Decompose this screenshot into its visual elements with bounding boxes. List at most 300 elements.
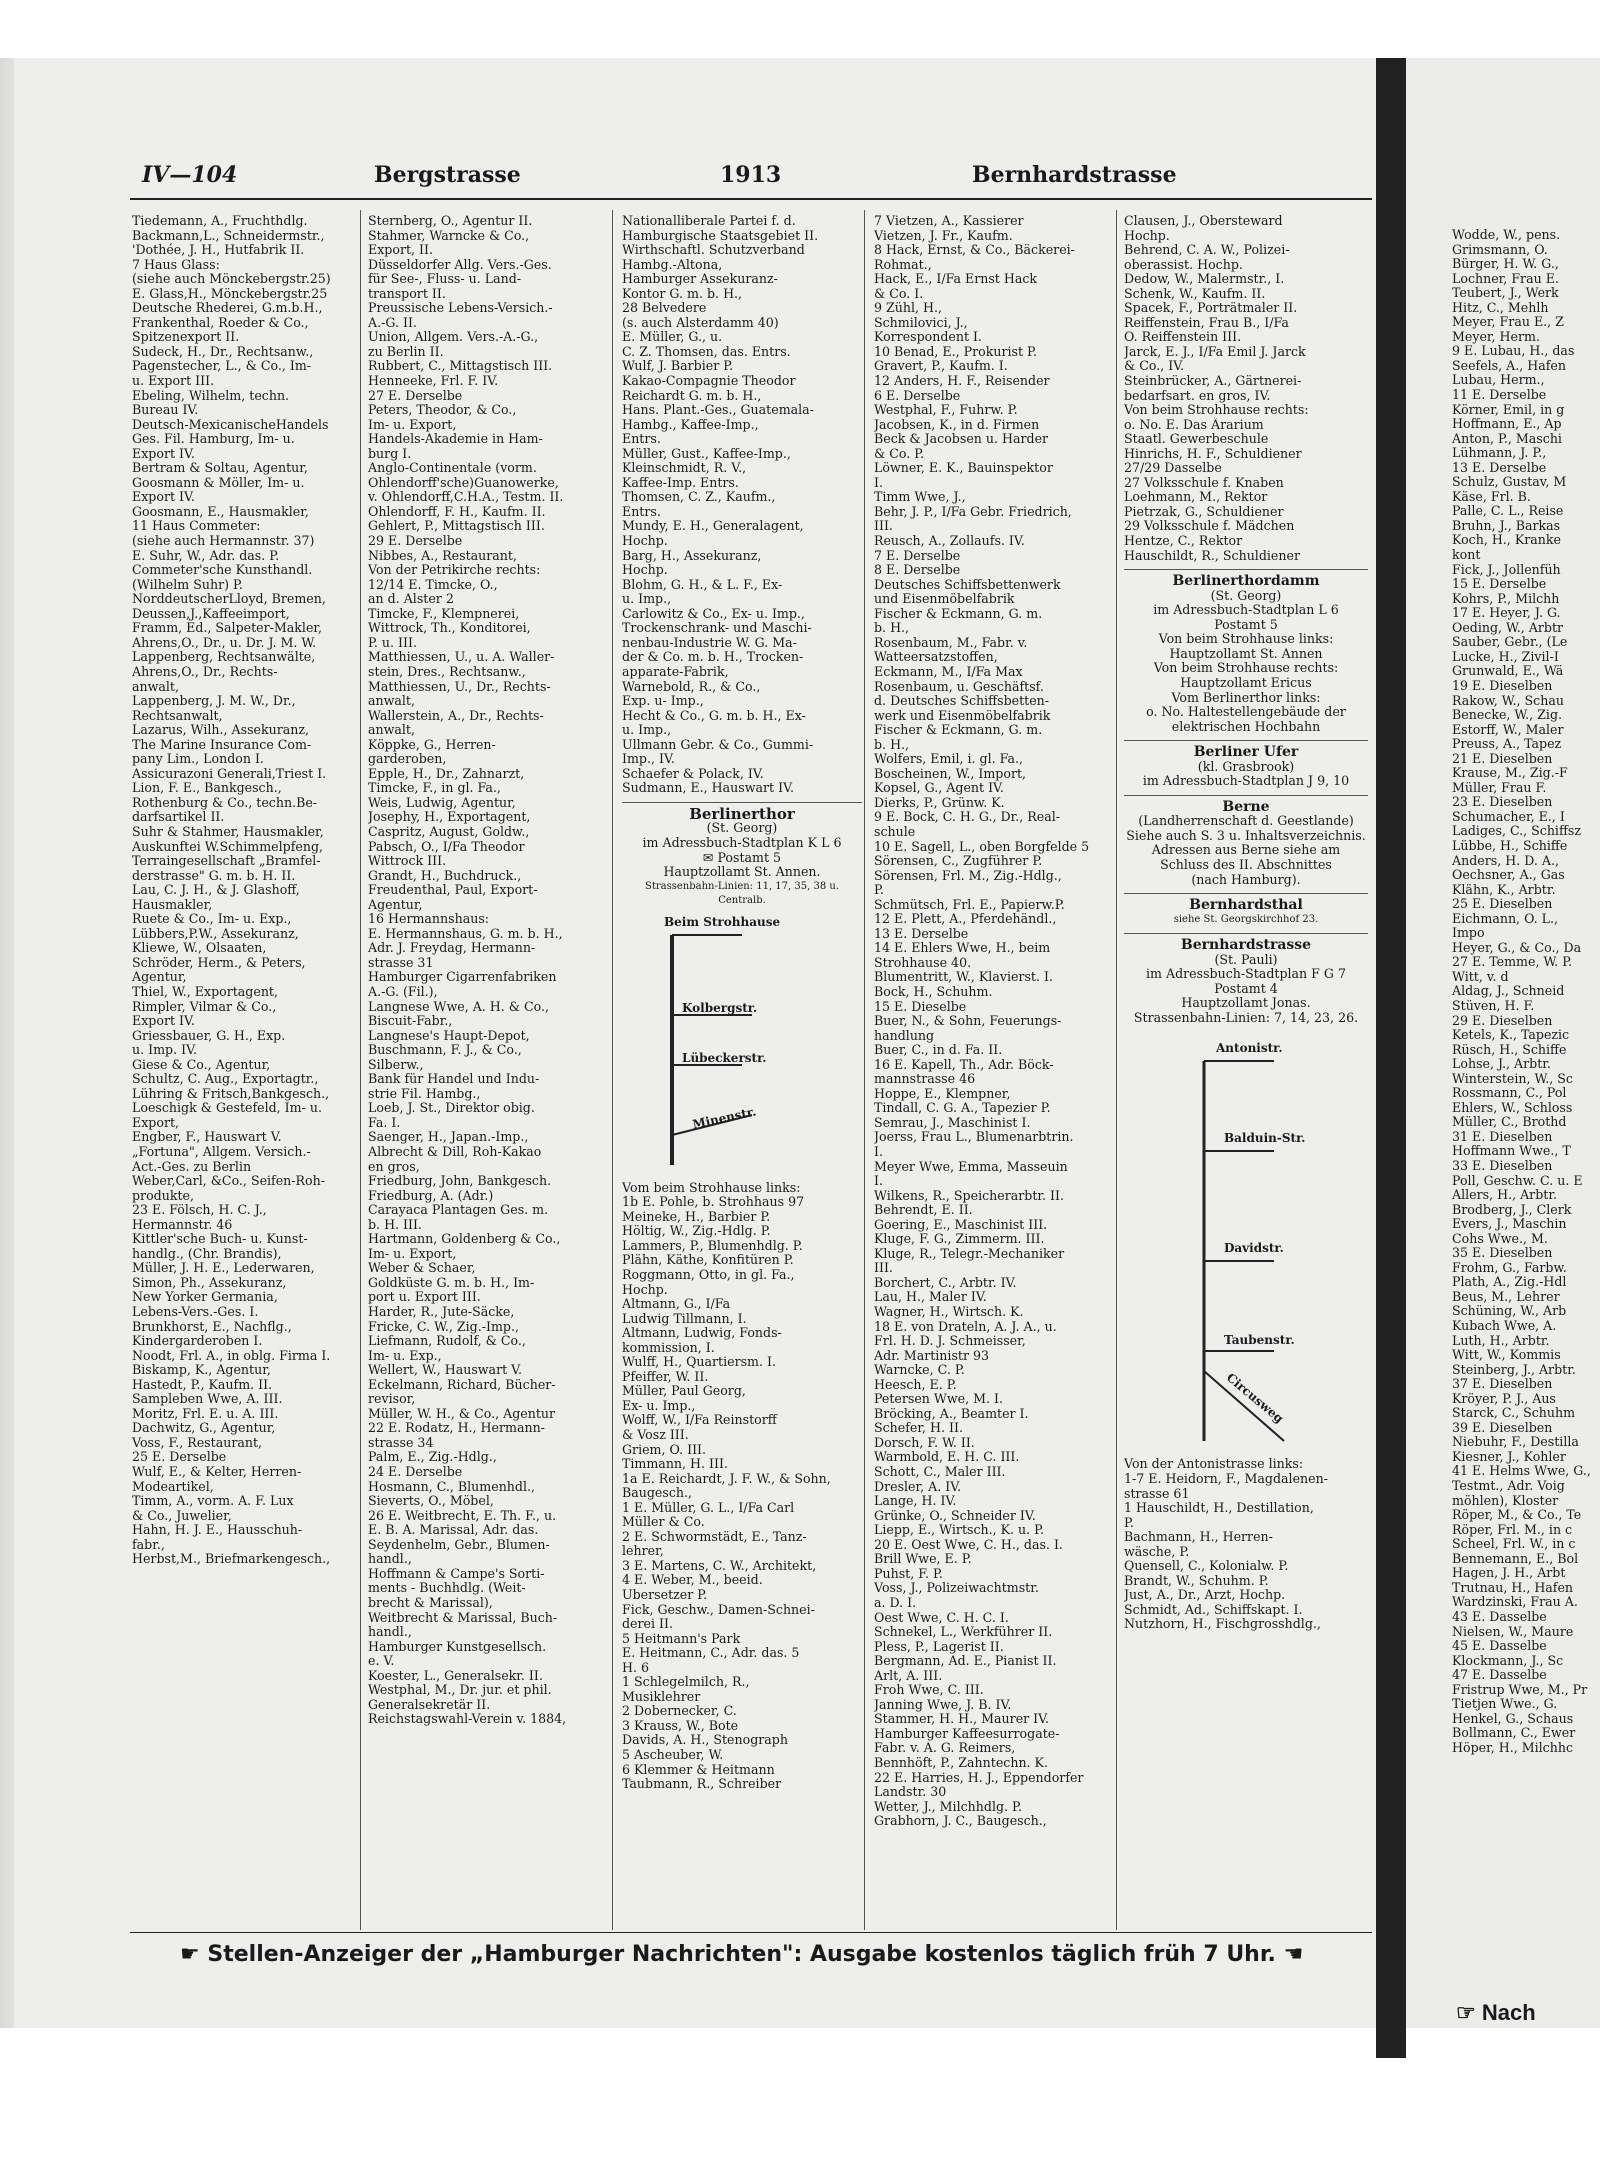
directory-entry: Matthiessen, U., Dr., Rechts-: [368, 679, 551, 694]
directory-entry: Bachmann, H., Herren-: [1124, 1530, 1273, 1545]
directory-entry: Oest Wwe, C. H. C. I.: [874, 1610, 1009, 1625]
directory-entry: Warmbold, E. H. C. III.: [874, 1450, 1020, 1465]
directory-entry: Beus, M., Lehrer: [1452, 1288, 1560, 1304]
directory-entry: Beck & Jacobsen u. Harder: [874, 432, 1049, 447]
directory-entry: Von beim Strohhause links:: [1158, 632, 1334, 647]
directory-entry: Hauptzollamt Ericus: [1180, 675, 1312, 690]
directory-entry: 1a E. Reichardt, J. F. W., & Sohn,: [622, 1471, 831, 1486]
directory-entry: Oechsner, A., Gas: [1452, 867, 1565, 883]
directory-entry: Steinbrücker, A., Gärtnerei-: [1124, 374, 1302, 389]
directory-entry: Entrs.: [622, 504, 661, 519]
directory-entry: anwalt,: [132, 679, 179, 694]
directory-entry: Ges. Fil. Hamburg, Im- u.: [132, 432, 295, 447]
directory-entry: Scheel, Frl. W., in c: [1452, 1536, 1576, 1552]
directory-entry: Schmütsch, Frl. E., Papierw.P.: [874, 897, 1065, 912]
directory-entry: Klähn, K., Arbtr.: [1452, 881, 1556, 897]
directory-entry: Trutnau, H., Hafen: [1452, 1579, 1574, 1595]
directory-entry: Hochp.: [622, 563, 668, 578]
directory-entry: Ruete & Co., Im- u. Exp.,: [132, 912, 292, 927]
directory-entry: Siehe auch S. 3 u. Inhaltsverzeichnis.: [1126, 828, 1366, 843]
directory-entry: Friedburg, A. (Adr.): [368, 1188, 494, 1203]
directory-entry: 43 E. Dasselbe: [1452, 1608, 1547, 1624]
directory-entry: Wulf, J. Barbier P.: [622, 359, 734, 374]
directory-entry: Noodt, Frl. A., in oblg. Firma I.: [132, 1348, 331, 1363]
directory-entry: Nibbes, A., Restaurant,: [368, 548, 517, 563]
page-header: [138, 162, 1177, 196]
directory-entry: transport II.: [368, 286, 446, 301]
directory-entry: Frohm, G., Farbw.: [1452, 1259, 1567, 1275]
map-label: Kolbergstr.: [682, 1000, 758, 1015]
directory-entry: Palle, C. L., Reise: [1452, 503, 1564, 519]
directory-entry: Modeartikel,: [132, 1479, 214, 1494]
directory-entry: Fa. I.: [368, 1115, 401, 1130]
directory-entry: Nutzhorn, H., Fischgrosshdlg.,: [1124, 1617, 1321, 1632]
directory-entry: Lochner, Frau E.: [1452, 270, 1559, 286]
directory-entry: 2 E. Schwormstädt, E., Tanz-: [622, 1529, 807, 1544]
directory-entry: Suhr & Stahmer, Hausmakler,: [132, 824, 324, 839]
directory-entry: Lammers, P., Blumenhdlg. P.: [622, 1238, 803, 1253]
directory-entry: Giese & Co., Agentur,: [132, 1057, 271, 1072]
directory-entry: Hochp.: [622, 534, 668, 549]
directory-entry: E. Glass,H., Mönckebergstr.25: [132, 286, 328, 301]
directory-entry: Teubert, J., Werk: [1452, 285, 1559, 301]
section-body: [1124, 913, 1368, 928]
directory-entry: Schott, C., Maler III.: [874, 1465, 1006, 1480]
directory-entry: Hans. Plant.-Ges., Guatemala-: [622, 403, 814, 418]
directory-entry: Ohlendorff, F. H., Kaufm. II.: [368, 504, 546, 519]
directory-entry: Peters, Theodor, & Co.,: [368, 403, 517, 418]
directory-entry: Bollmann, C., Ewer: [1452, 1725, 1576, 1741]
directory-entry: Bank für Handel und Indu-: [368, 1072, 540, 1087]
directory-entry: Roggmann, Otto, in gl. Fa.,: [622, 1267, 795, 1282]
directory-entry: Ullmann Gebr. & Co., Gummi-: [622, 737, 814, 752]
directory-entry: Rothenburg & Co., techn.Be-: [132, 795, 318, 810]
directory-entry: I.: [874, 1174, 883, 1189]
footer-advert: Stellen-Anzeiger der „Hamburger Nachrichten": Ausgabe kostenlos täglich früh 7 Uhr.: [207, 1942, 1276, 1967]
column-rule: [612, 210, 613, 1930]
directory-entry: Lühmann, J. P.,: [1452, 445, 1547, 461]
directory-entry: 29 Volksschule f. Mädchen: [1124, 519, 1295, 534]
map-label: Minenstr.: [691, 1104, 758, 1132]
directory-entry: Fricke, C. W., Zig.-Imp.,: [368, 1319, 519, 1334]
directory-entry: Dresler, A. IV.: [874, 1479, 962, 1494]
directory-entry: (St. Pauli): [1214, 952, 1278, 967]
left-street-title: Bergstrasse: [374, 162, 521, 188]
directory-entry: Lion, F. E., Bankgesch.,: [132, 781, 282, 796]
directory-entry: Kluge, R., Telegr.-Mechaniker: [874, 1246, 1065, 1261]
adjacent-page-entries: [1452, 228, 1600, 1755]
column-1: [132, 214, 358, 1934]
directory-entry: 9 E. Bock, C. H. G., Dr., Real-: [874, 810, 1061, 825]
directory-entry: Von beim Strohhause rechts:: [1153, 661, 1339, 676]
directory-entry: Winterstein, W., Sc: [1452, 1070, 1573, 1086]
directory-entry: Brunkhorst, E., Nachflg.,: [132, 1319, 292, 1334]
directory-entry: darfsartikel II.: [132, 810, 225, 825]
page-number: IV—104: [142, 162, 238, 188]
section-plan: im Adressbuch-Stadtplan K L 6: [642, 834, 842, 850]
section-title-bernhardsthal: Bernhardsthal: [1189, 897, 1303, 914]
directory-entry: 27 E. Derselbe: [368, 388, 463, 403]
directory-entry: 4 E. Weber, M., beeid.: [622, 1573, 763, 1588]
directory-entry: Agentur,: [132, 970, 187, 985]
directory-entry: Evers, J., Maschin: [1452, 1216, 1567, 1232]
directory-entry: E. Hermannshaus, G. m. b. H.,: [368, 926, 563, 941]
directory-entry: Heesch, E. P.: [874, 1377, 957, 1392]
directory-entry: Von der Petrikirche rechts:: [368, 563, 541, 578]
directory-entry: & Co. I.: [874, 286, 924, 301]
directory-entry: stein, Dres., Rechtsanw.,: [368, 664, 526, 679]
directory-entry: Wirthschaftl. Schutzverband: [622, 243, 805, 258]
directory-entry: Weber,Carl, &Co., Seifen-Roh-: [132, 1174, 325, 1189]
directory-entry: anwalt,: [368, 694, 415, 709]
directory-entry: Deussen,J.,Kaffeeimport,: [132, 606, 290, 621]
page-footer: ☛ Stellen-Anzeiger der „Hamburger Nachrichten": Ausgabe kostenlos täglich früh 7 Uhr.: [180, 1942, 1276, 1967]
directory-entry: Niebuhr, F., Destilla: [1452, 1434, 1579, 1450]
directory-entry: Bertram & Soltau, Agentur,: [132, 461, 308, 476]
directory-entry: Sternberg, O., Agentur II.: [368, 214, 533, 228]
directory-entry: (kl. Grasbrook): [1197, 759, 1295, 774]
directory-entry: Tiedemann, A., Fruchthdlg.: [132, 214, 308, 228]
directory-entry: Hochp.: [622, 1282, 668, 1297]
right-street-title: Bernhardstrasse: [972, 162, 1177, 188]
directory-entry: Mundy, E. H., Generalagent,: [622, 519, 804, 534]
directory-entry: Sudmann, E., Hauswart IV.: [622, 781, 794, 796]
directory-entry: Fick, J., Jollenfüh: [1452, 561, 1561, 577]
directory-entry: Anders, H. D. A.,: [1452, 852, 1559, 868]
section-tram: Strassenbahn-Linien: 11, 17, 35, 38 u. Centralb.: [644, 880, 839, 907]
directory-entry: III.: [874, 1261, 893, 1276]
directory-entry: Hausmakler,: [132, 897, 213, 912]
directory-entry: Harder, R., Jute-Säcke,: [368, 1305, 515, 1320]
directory-entry: Simon, Ph., Assekuranz,: [132, 1275, 287, 1290]
directory-entry: o. No. Haltestellengebäude der: [1146, 705, 1346, 720]
directory-entry: Dachwitz, G., Agentur,: [132, 1421, 276, 1436]
directory-entry: Hoffmann, E., Ap: [1452, 416, 1562, 432]
directory-entry: Spitzenexport II.: [132, 330, 240, 345]
directory-entry: 7 Vietzen, A., Kassierer: [874, 214, 1024, 228]
directory-entry: kont: [1452, 547, 1481, 563]
directory-entry: Lau, H., Maler IV.: [874, 1290, 987, 1305]
directory-entry: Grunwald, E., Wä: [1452, 663, 1564, 679]
directory-entry: 37 E. Dieselben: [1452, 1376, 1553, 1392]
directory-entry: Lucke, H., Zivil-I: [1452, 648, 1559, 664]
directory-entry: Exp. u- Imp.,: [622, 694, 704, 709]
directory-entry: Kliewe, W., Ölsaaten,: [132, 941, 267, 956]
directory-entry: 15 E. Dieselbe: [874, 999, 967, 1014]
directory-entry: Quensell, C., Kolonialw. P.: [1124, 1559, 1289, 1574]
directory-entry: Übersetzer P.: [622, 1588, 708, 1603]
directory-entry: Röper, M., & Co., Te: [1452, 1507, 1582, 1523]
directory-entry: Eichmann, O. L.,: [1452, 910, 1559, 926]
directory-entry: Fristrup Wwe, M., Pr: [1452, 1681, 1588, 1697]
directory-entry: Frankenthal, Roeder & Co.,: [132, 315, 309, 330]
directory-entry: Lange, H. IV.: [874, 1494, 957, 1509]
directory-entry: Engber, F., Hauswart V.: [132, 1130, 282, 1145]
directory-entry: u. Imp.,: [622, 592, 672, 607]
directory-entry: Vom beim Strohhause links:: [622, 1180, 801, 1195]
directory-entry: Agentur,: [368, 897, 423, 912]
directory-entry: Anton, P., Maschi: [1452, 430, 1562, 446]
directory-entry: 12 E. Plett, A., Pferdehändl.,: [874, 912, 1057, 927]
directory-entry: 22 E. Rodatz, H., Hermann-: [368, 1421, 545, 1436]
directory-entry: 9 E. Lubau, H., das: [1452, 343, 1575, 359]
directory-entry: Nielsen, W., Maure: [1452, 1623, 1574, 1639]
directory-entry: Müller, J. H. E., Lederwaren,: [132, 1261, 315, 1276]
directory-entry: Hahn, H. J. E., Hausschuh-: [132, 1523, 303, 1538]
directory-entry: Testmt., Adr. Voig: [1452, 1478, 1565, 1494]
directory-entry: 3 Krauss, W., Bote: [622, 1718, 739, 1733]
directory-entry: Act.-Ges. zu Berlin: [132, 1159, 252, 1174]
directory-entry: für See-, Fluss- u. Land-: [368, 272, 522, 287]
directory-entry: Langnese's Haupt-Depot,: [368, 1028, 530, 1043]
directory-entry: 12/14 E. Timcke, O.,: [368, 577, 498, 592]
directory-entry: Liefmann, Rudolf, & Co.,: [368, 1334, 526, 1349]
directory-entry: Reichstagswahl-Verein v. 1884,: [368, 1712, 567, 1727]
directory-entry: Meyer, Herm.: [1452, 328, 1540, 344]
directory-entry: elektrischen Hochbahn: [1171, 719, 1321, 734]
directory-entry: Ehlers, W., Schloss: [1452, 1099, 1573, 1115]
directory-entry: Bruhn, J., Barkas: [1452, 517, 1561, 533]
directory-entry: Arlt, A. III.: [874, 1668, 943, 1683]
section-zollamt: Hauptzollamt St. Annen.: [663, 864, 821, 880]
section-title-bernhardstrasse: Bernhardstrasse: [1180, 937, 1312, 954]
directory-entry: Lebens-Vers.-Ges. I.: [132, 1305, 259, 1320]
directory-entry: 16 Hermannshaus:: [368, 912, 490, 927]
directory-entry: Carayaca Plantagen Ges. m.: [368, 1203, 549, 1218]
directory-entry: 10 Benad, E., Prokurist P.: [874, 344, 1037, 359]
directory-entry: Timcke, F., in gl. Fa.,: [368, 781, 501, 796]
directory-entry: Froh Wwe, C. III.: [874, 1683, 984, 1698]
directory-entry: Kontor G. m. b. H.,: [622, 286, 743, 301]
directory-entry: Warnebold, R., & Co.,: [622, 679, 761, 694]
directory-entry: Adr. Martinistr 93: [874, 1348, 990, 1363]
directory-entry: Carlowitz & Co., Ex- u. Imp.,: [622, 606, 805, 621]
directory-entry: Cohs Wwe., M.: [1452, 1230, 1548, 1246]
directory-entry: a. D. I.: [874, 1595, 917, 1610]
directory-entry: E. Müller, G., u.: [622, 330, 723, 345]
directory-entry: Grandt, H., Buchdruck.,: [368, 868, 522, 883]
directory-entry: Herbst,M., Briefmarkengesch.,: [132, 1552, 331, 1567]
directory-entry: Hermannstr. 46: [132, 1217, 233, 1232]
directory-entry: Heyer, G., & Co., Da: [1452, 939, 1582, 955]
directory-entry: Pagenstecher, L., & Co., Im-: [132, 359, 312, 374]
directory-entry: Lappenberg, Rechtsanwälte,: [132, 650, 316, 665]
directory-entry: Sieverts, O., Möbel,: [368, 1494, 494, 1509]
directory-entry: Rakow, W., Schau: [1452, 692, 1564, 708]
directory-entry: 27 E. Temme, W. P.: [1452, 954, 1573, 970]
directory-entry: pany Lim., London I.: [132, 752, 264, 767]
directory-entry: Timmann, H. III.: [622, 1457, 728, 1472]
directory-entry: Hoppe, E., Klempner,: [874, 1086, 1011, 1101]
directory-entry: Strassenbahn-Linien: 7, 14, 23, 26.: [1133, 1010, 1359, 1025]
directory-entry: Wulff, H., Quartiersm. I.: [622, 1355, 776, 1370]
directory-entry: Goosmann & Möller, Im- u.: [132, 475, 305, 490]
directory-entry: Friedburg, John, Bankgesch.: [368, 1174, 552, 1189]
directory-entry: Hambg., Kaffee-Imp.,: [622, 417, 759, 432]
directory-entry: C. Z. Thomsen, das. Entrs.: [622, 344, 791, 359]
directory-entry: Vietzen, J. Fr., Kaufm.: [874, 228, 1013, 243]
directory-entry: zu Berlin II.: [368, 344, 444, 359]
section-body: [1124, 953, 1368, 1026]
directory-entry: anwalt,: [368, 723, 415, 738]
directory-entry: Schulz, Gustav, M: [1452, 474, 1567, 490]
directory-entry: Kleinschmidt, R. V.,: [622, 461, 747, 476]
adjacent-footer-text: Nach: [1481, 2000, 1536, 2025]
page-gutter: [1376, 58, 1406, 2058]
directory-entry: Gravert, P., Kaufm. I.: [874, 359, 1008, 374]
directory-entry: New Yorker Germania,: [132, 1290, 278, 1305]
directory-entry: Griem, O. III.: [622, 1442, 707, 1457]
directory-entry: Schumacher, E., I: [1452, 808, 1565, 824]
directory-entry: Stüven, H. F.: [1452, 997, 1535, 1013]
directory-entry: handlg., (Chr. Brandis),: [132, 1246, 282, 1261]
directory-entry: Loeschigk & Gestefeld, Im- u.: [132, 1101, 322, 1116]
directory-entry: werk und Eisenmöbelfabrik: [874, 708, 1051, 723]
directory-entry: Korrespondent I.: [874, 330, 983, 345]
map-label: Antonistr.: [1216, 1041, 1283, 1056]
directory-entry: Hastedt, P., Kaufm. II.: [132, 1377, 273, 1392]
directory-entry: Klockmann, J., Sc: [1452, 1652, 1564, 1668]
directory-entry: Watteersatzstoffen,: [874, 650, 998, 665]
directory-entry: Sörensen, C., Zugführer P.: [874, 854, 1043, 869]
directory-entry: Rosenbaum, u. Geschäftsf.: [874, 679, 1044, 694]
directory-entry: Framm, Ed., Salpeter-Makler,: [132, 621, 323, 636]
directory-entry: Grabhorn, J. C., Baugesch.,: [874, 1814, 1047, 1829]
directory-entry: Wellert, W., Hauswart V.: [368, 1363, 523, 1378]
directory-entry: Hoffmann & Campe's Sorti-: [368, 1566, 545, 1581]
directory-entry: Baugesch.,: [622, 1486, 693, 1501]
directory-entry: Kindergarderoben I.: [132, 1334, 263, 1349]
directory-entry: Schmidt, Ad., Schiffskapt. I.: [1124, 1602, 1303, 1617]
directory-entry: Hamburger Assekuranz-: [622, 272, 778, 287]
directory-entry: derei II.: [622, 1617, 673, 1632]
directory-entry: 25 E. Dieselben: [1452, 896, 1553, 912]
directory-entry: Rohmat.,: [874, 257, 932, 272]
adjacent-page-strip: [1406, 58, 1600, 2028]
directory-entry: Terraingesellschaft „Bramfel-: [132, 854, 321, 869]
directory-entry: Tietjen Wwe., G.: [1452, 1696, 1558, 1712]
directory-entry: Hambg.-Altona,: [622, 257, 723, 272]
directory-entry: Export IV.: [132, 490, 195, 505]
directory-entry: Kubach Wwe, A.: [1452, 1318, 1557, 1334]
directory-entry: Höltig, W., Zig.-Hdlg. P.: [622, 1224, 771, 1239]
directory-entry: Altmann, G., I/Fa: [622, 1297, 731, 1312]
directory-entry: Altmann, Ludwig, Fonds-: [622, 1326, 782, 1341]
directory-entry: Benecke, W., Zig.: [1452, 707, 1563, 723]
directory-entry: Kopsel, G., Agent IV.: [874, 781, 1004, 796]
directory-entry: III.: [874, 519, 893, 534]
directory-entry: 5 Ascheuber, W.: [622, 1748, 724, 1763]
directory-entry: Wolfers, Emil, i. gl. Fa.,: [874, 752, 1024, 767]
directory-entry: Von beim Strohhause rechts:: [1124, 403, 1309, 418]
directory-entry: handl.,: [368, 1552, 412, 1567]
directory-entry: Müller, Frau F.: [1452, 779, 1547, 795]
directory-entry: Koester, L., Generalsekr. II.: [368, 1668, 543, 1683]
directory-entry: o. No. E. Das Ärarium: [1124, 417, 1264, 432]
directory-entry: 17 E. Heyer, J. G.: [1452, 605, 1561, 621]
directory-entry: Thiel, W., Exportagent,: [132, 984, 278, 999]
directory-entry: Käse, Frl. B.: [1452, 488, 1531, 504]
directory-entry: Müller, C., Brothd: [1452, 1114, 1567, 1130]
directory-entry: Caspritz, August, Goldw.,: [368, 824, 530, 839]
directory-entry: (Wilhelm Suhr) P.: [132, 577, 243, 592]
directory-entry: Allers, H., Arbtr.: [1452, 1187, 1557, 1203]
directory-entry: Hamburger Kaffeesurrogate-: [874, 1726, 1060, 1741]
directory-entry: P.: [1124, 1515, 1134, 1530]
directory-entry: Anglo-Continentale (vorm.: [368, 461, 537, 476]
section-title-berlinerthordamm: Berlinerthordamm: [1172, 573, 1320, 590]
directory-entry: Semrau, J., Maschinist I.: [874, 1115, 1031, 1130]
directory-entry: Kohrs, P., Milchh: [1452, 590, 1560, 606]
directory-entry: Timm, A., vorm. A. F. Lux: [132, 1494, 294, 1509]
directory-entry: Lazarus, Wilh., Assekuranz,: [132, 723, 310, 738]
directory-entry: Ahrens,O., Dr., Rechts-: [132, 664, 278, 679]
directory-entry: Jacobsen, K., in d. Firmen: [874, 417, 1040, 432]
directory-entry: Adr. J. Freydag, Hermann-: [368, 941, 536, 956]
directory-entry: Bergmann, Ad. E., Pianist II.: [874, 1654, 1057, 1669]
section-title-berlinerthor: Berlinerthor: [689, 804, 795, 823]
directory-entry: Fischer & Eckmann, G. m.: [874, 723, 1043, 738]
directory-entry: 24 E. Derselbe: [368, 1465, 463, 1480]
section-sub: (St. Georg): [706, 820, 778, 836]
directory-entry: Körner, Emil, in g: [1452, 401, 1565, 417]
directory-entry: Grimsmann, O.: [1452, 241, 1548, 257]
directory-entry: 29 E. Dieselben: [1452, 1012, 1553, 1028]
directory-entry: Düsseldorfer Allg. Vers.-Ges.: [368, 257, 552, 272]
column-5: [1124, 214, 1368, 1934]
directory-entry: Ohlendorff'sche)Guanowerke,: [368, 475, 559, 490]
directory-entry: Wardzinski, Frau A.: [1452, 1594, 1578, 1610]
directory-entry: oberassist. Hochp.: [1124, 257, 1243, 272]
directory-entry: Vom Berlinerthor links:: [1171, 690, 1321, 705]
directory-entry: 1 E. Müller, G. L., I/Fa Carl: [622, 1500, 795, 1515]
directory-entry: Buschmann, F. J., & Co.,: [368, 1043, 522, 1058]
map-label: Lübeckerstr.: [682, 1050, 767, 1065]
directory-entry: Behrendt, E. II.: [874, 1203, 973, 1218]
section-body: [1124, 814, 1368, 887]
directory-entry: Ladiges, C., Schiffsz: [1452, 823, 1582, 839]
directory-entry: Bürger, H. W. G.,: [1452, 256, 1559, 272]
directory-entry: & Co. P.: [874, 446, 925, 461]
directory-entry: Adressen aus Berne siehe am: [1151, 843, 1341, 858]
directory-entry: 1-7 E. Heidorn, F., Magdalenen-: [1124, 1471, 1328, 1486]
directory-entry: u. Export III.: [132, 374, 215, 389]
directory-entry: 11 E. Derselbe: [1452, 387, 1547, 403]
directory-entry: Lubau, Herm.,: [1452, 372, 1545, 388]
map-label: Balduin-Str.: [1224, 1131, 1306, 1146]
directory-entry: Ludwig Tillmann, I.: [622, 1311, 747, 1326]
directory-entry: Poll, Geschw. C. u. E: [1452, 1172, 1583, 1188]
directory-entry: Silberw.,: [368, 1057, 424, 1072]
directory-entry: Eckmann, M., I/Fa Max: [874, 664, 1023, 679]
directory-entry: Koch, H., Kranke: [1452, 532, 1561, 548]
directory-entry: P.: [874, 883, 884, 898]
directory-entry: Borchert, C., Arbtr. IV.: [874, 1275, 1017, 1290]
column-3-entries: [622, 214, 862, 796]
directory-entry: Seefels, A., Hafen: [1452, 357, 1566, 373]
directory-entry: I.: [874, 1145, 883, 1159]
directory-entry: Export IV.: [132, 446, 195, 461]
directory-entry: Strohhause 40.: [874, 955, 972, 970]
directory-entry: Schaefer & Polack, IV.: [622, 766, 764, 781]
directory-entry: Timcke, F., Klempnerei,: [368, 606, 520, 621]
directory-entry: Davids, A. H., Stenograph: [622, 1733, 788, 1748]
directory-entry: Schmilovici, J.,: [874, 315, 968, 330]
directory-entry: Postamt 5: [1214, 617, 1278, 632]
column-5-entries-2: [1124, 1457, 1368, 1632]
directory-entry: (s. auch Alsterdamm 40): [622, 315, 779, 330]
directory-entry: Preuss, A., Tapez: [1452, 736, 1562, 752]
